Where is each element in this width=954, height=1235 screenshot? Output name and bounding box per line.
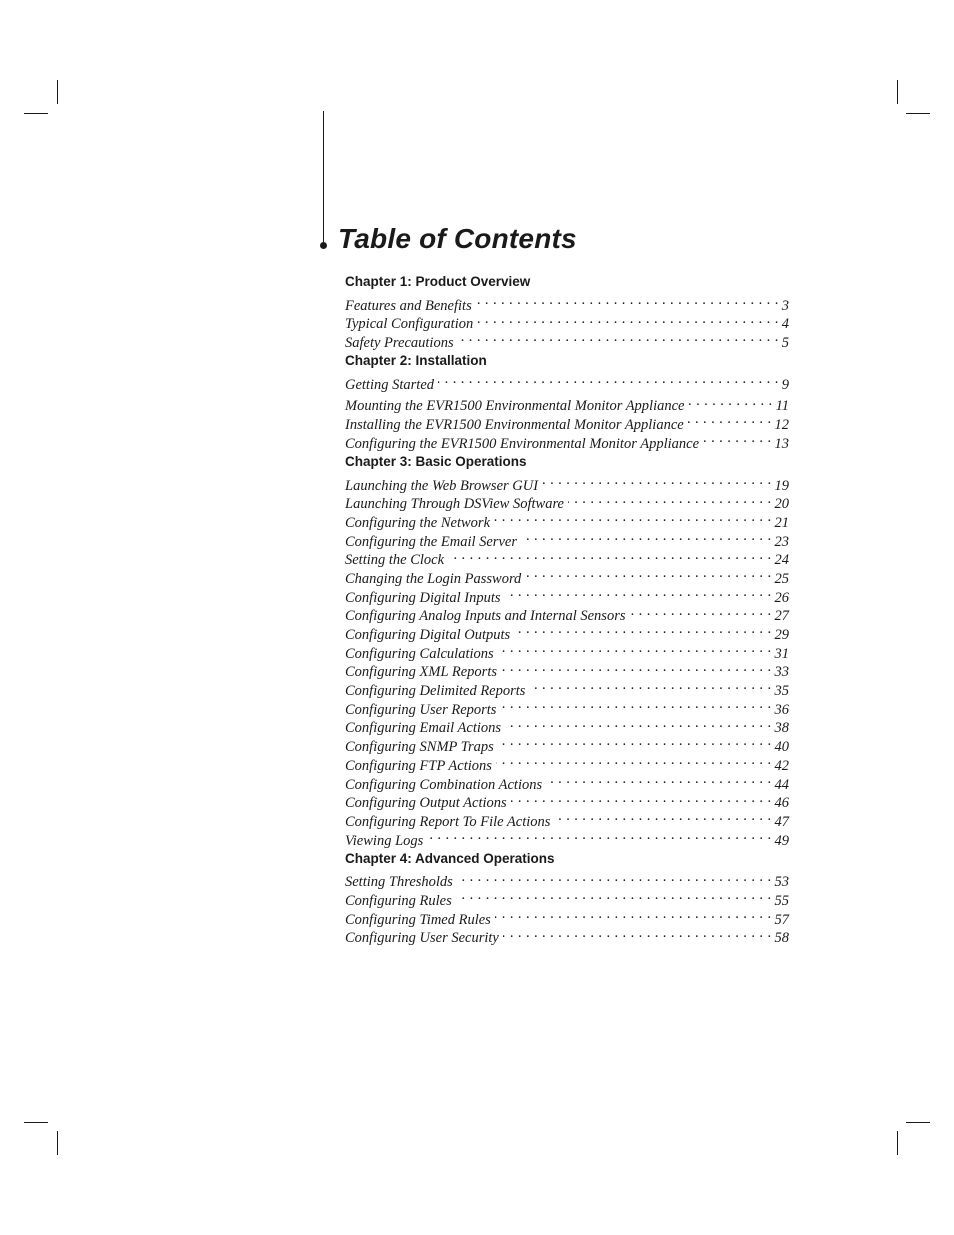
crop-mark <box>57 1131 58 1155</box>
chapter-heading: Chapter 2: Installation <box>345 353 487 369</box>
toc-entry-page: 29 <box>774 627 789 643</box>
dot-leader <box>498 732 772 751</box>
crop-mark <box>57 80 58 104</box>
toc-entry-label: Configuring the Network <box>345 514 490 531</box>
toc-chapter <box>345 272 789 352</box>
toc-entry-label: Configuring Delimited Reports <box>345 683 526 700</box>
toc-entry-label: Configuring Digital Inputs <box>345 589 501 606</box>
crop-mark <box>24 113 48 114</box>
toc-entry-label: Configuring Rules <box>345 892 452 909</box>
toc-entry-label: Configuring SNMP Traps <box>345 739 494 756</box>
toc-entry-label: Configuring Digital Outputs <box>345 627 511 643</box>
toc-entry-label: Configuring Analog Inputs and Internal Sensors <box>345 608 626 625</box>
dot-leader <box>505 714 771 733</box>
toc-entry-label: Configuring the EVR1500 Environmental Monitor Appliance <box>345 435 700 452</box>
dot-leader <box>525 564 771 583</box>
dot-leader <box>448 546 771 565</box>
toc-entry[interactable] <box>345 392 789 415</box>
dot-leader <box>458 328 779 347</box>
toc-entry-page: 42 <box>774 757 789 774</box>
dot-leader <box>511 789 772 808</box>
toc-entry-label: Configuring Report To File Actions <box>345 813 551 830</box>
dot-leader <box>456 886 772 905</box>
toc-entry[interactable] <box>345 291 789 314</box>
dot-leader <box>688 410 772 429</box>
toc-entry-label: Configuring User Reports <box>345 701 497 718</box>
toc-entry-label: Configuring XML Reports <box>345 664 497 681</box>
toc-entry-page: 11 <box>775 398 789 415</box>
chapter-heading: Chapter 4: Advanced Operations <box>345 850 555 866</box>
crop-mark <box>24 1122 48 1123</box>
toc-entry-page: 55 <box>774 892 789 909</box>
toc-entry-label: Setting the Clock <box>345 552 445 569</box>
toc-chapter <box>345 452 789 849</box>
dot-leader <box>427 826 771 845</box>
toc-entry[interactable] <box>345 370 789 393</box>
dot-leader <box>494 508 772 527</box>
toc-entry-page: 5 <box>781 335 789 352</box>
toc-entry-label: Configuring Calculations <box>345 645 494 662</box>
toc-entry-label: Configuring Combination Actions <box>345 776 543 793</box>
toc-entry-page: 4 <box>781 316 789 333</box>
dot-leader <box>477 310 779 329</box>
title-bullet <box>320 242 327 249</box>
chapter-heading: Chapter 3: Basic Operations <box>345 453 527 469</box>
toc-entry-label: Configuring Timed Rules <box>345 911 491 928</box>
toc-entry-page: 40 <box>774 739 789 756</box>
toc-entry-page: 53 <box>774 874 789 891</box>
crop-mark <box>897 1131 898 1155</box>
toc-entry-page: 49 <box>774 832 789 849</box>
vertical-rule <box>323 111 324 243</box>
toc-entry[interactable] <box>345 471 789 494</box>
toc-entry-page: 20 <box>774 496 789 513</box>
dot-leader <box>503 924 772 943</box>
toc-entry-label: Launching the Web Browser GUI <box>345 477 539 494</box>
toc-entry-label: Configuring the Email Server <box>345 533 517 550</box>
toc-entry-page: 19 <box>774 477 789 494</box>
dot-leader <box>568 490 772 509</box>
table-of-contents <box>345 272 789 946</box>
toc-entry-label: Configuring FTP Actions <box>345 757 492 774</box>
dot-leader <box>496 751 772 770</box>
toc-entry-label: Launching Through DSView Software <box>345 496 564 513</box>
toc-entry-page: 44 <box>774 776 789 793</box>
toc-chapter <box>345 849 789 947</box>
dot-leader <box>498 639 772 658</box>
toc-entry-label: Viewing Logs <box>345 832 424 849</box>
dot-leader <box>505 583 772 602</box>
toc-entry-page: 25 <box>774 570 789 587</box>
dot-leader <box>500 695 771 714</box>
toc-entry-page: 35 <box>774 683 789 700</box>
dot-leader <box>521 527 772 546</box>
toc-entry-page: 21 <box>774 514 789 531</box>
toc-entry-page: 58 <box>774 930 789 947</box>
dot-leader <box>703 429 771 448</box>
toc-entry-label: Features and Benefits <box>345 297 472 314</box>
dot-leader <box>501 658 772 677</box>
toc-entry-page: 33 <box>774 664 789 681</box>
toc-entry-label: Changing the Login Password <box>345 570 522 587</box>
chapter-heading: Chapter 1: Product Overview <box>345 274 531 289</box>
toc-entry-label: Configuring Email Actions <box>345 720 502 737</box>
dot-leader <box>476 291 779 310</box>
toc-entry-label: Setting Thresholds <box>345 874 453 891</box>
dot-leader <box>629 602 771 621</box>
toc-entry-label: Configuring Output Actions <box>345 795 507 812</box>
toc-entry-page: 24 <box>774 552 789 569</box>
toc-chapter <box>345 351 789 452</box>
toc-entry-page: 3 <box>781 297 789 314</box>
toc-entry-label: Installing the EVR1500 Environmental Monitor Appliance <box>345 417 684 434</box>
toc-entry-page: 57 <box>774 911 789 928</box>
dot-leader <box>457 868 772 887</box>
toc-entry-page: 23 <box>774 533 789 550</box>
dot-leader <box>514 620 771 639</box>
dot-leader <box>689 392 773 411</box>
toc-entry-page: 27 <box>774 608 789 625</box>
toc-entry[interactable] <box>345 868 789 891</box>
toc-entry-page: 12 <box>774 417 789 434</box>
page-title: Table of Contents <box>338 223 577 254</box>
toc-entry-label: Getting Started <box>345 376 435 393</box>
toc-entry-page: 9 <box>781 376 789 393</box>
toc-entry-page: 46 <box>774 795 789 812</box>
dot-leader <box>546 770 771 789</box>
toc-entry-label: Mounting the EVR1500 Environmental Monitor Appliance <box>345 398 685 415</box>
crop-mark <box>906 113 930 114</box>
toc-entry-page: 13 <box>774 435 789 452</box>
toc-entry-label: Safety Precautions <box>345 335 454 352</box>
dot-leader <box>554 807 771 826</box>
toc-entry-page: 26 <box>774 589 789 606</box>
dot-leader <box>495 905 772 924</box>
toc-entry-label: Typical Configuration <box>345 316 474 333</box>
toc-entry-page: 36 <box>774 701 789 718</box>
toc-entry-page: 38 <box>774 720 789 737</box>
dot-leader <box>438 370 779 389</box>
dot-leader <box>542 471 771 490</box>
toc-entry-page: 31 <box>774 645 789 662</box>
toc-entry-page: 47 <box>774 813 789 830</box>
crop-mark <box>906 1122 930 1123</box>
crop-mark <box>897 80 898 104</box>
toc-entry-label: Configuring User Security <box>345 930 499 947</box>
dot-leader <box>529 676 771 695</box>
